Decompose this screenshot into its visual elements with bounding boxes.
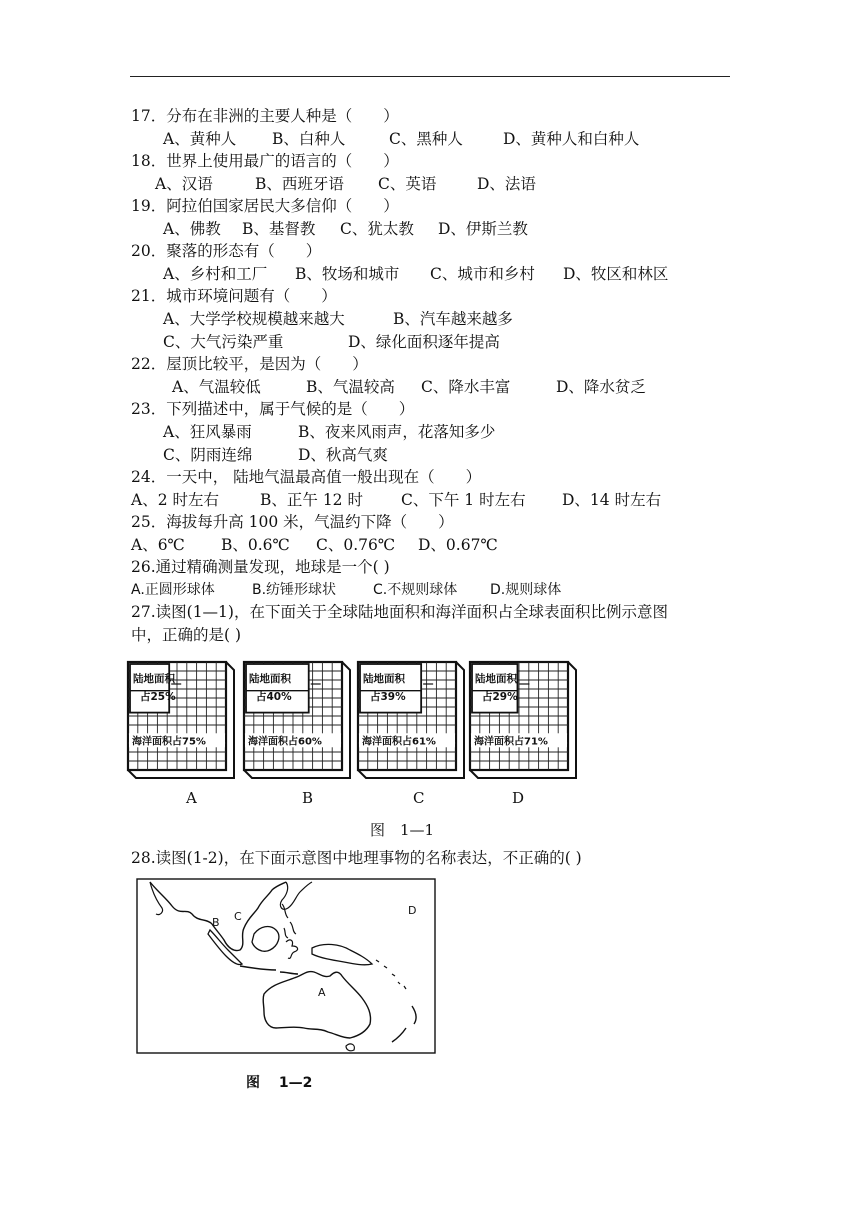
question-26-option-a: A.正圆形球体 bbox=[131, 582, 215, 598]
question-20-stem: 20．聚落的形态有（ ） bbox=[131, 242, 322, 260]
question-18-option-c: C、英语 bbox=[378, 175, 437, 193]
question-22-option-b: B、气温较高 bbox=[306, 378, 395, 396]
question-17-option-d: D、黄种人和白种人 bbox=[503, 130, 640, 148]
question-21-option-d: D、绿化面积逐年提高 bbox=[348, 333, 500, 351]
figure-1-1-letter-b: B bbox=[302, 789, 314, 807]
question-18-option-a: A、汉语 bbox=[155, 175, 213, 193]
question-26-stem: 26.通过精确测量发现，地球是一个( ) bbox=[131, 558, 390, 576]
figure-1-1-diagram bbox=[0, 650, 860, 830]
question-20-option-c: C、城市和乡村 bbox=[430, 265, 535, 283]
question-26-option-c: C.不规则球体 bbox=[373, 582, 458, 598]
question-25-stem: 25．海拔每升高 100 米，气温约下降（ ） bbox=[131, 513, 454, 531]
figure-1-1-panel-a bbox=[128, 662, 234, 778]
question-21-stem: 21．城市环境问题有（ ） bbox=[131, 287, 337, 305]
figure-1-1-panel-d bbox=[470, 662, 576, 778]
ocean-label: 海洋面积占61% bbox=[362, 736, 436, 748]
question-23-option-b: B、夜来风雨声，花落知多少 bbox=[298, 423, 496, 441]
land-percent-label: 占25% bbox=[140, 691, 176, 703]
figure-1-1-caption: 图 1—1 bbox=[370, 821, 435, 839]
question-22-stem: 22．屋顶比较平，是因为（ ） bbox=[131, 355, 368, 373]
question-25-option-c: C、0.76℃ bbox=[316, 536, 396, 554]
figure-1-2-map bbox=[136, 878, 436, 1054]
question-19-option-b: B、基督教 bbox=[242, 220, 316, 238]
map-label-d: D bbox=[408, 904, 417, 917]
figure-1-1-letter-d: D bbox=[512, 789, 525, 807]
figure-1-1-letter-a: A bbox=[186, 789, 197, 807]
question-22-option-a: A、气温较低 bbox=[172, 378, 261, 396]
question-21-option-b: B、汽车越来越多 bbox=[393, 310, 513, 328]
map-label-a: A bbox=[318, 986, 326, 999]
header-rule bbox=[130, 76, 730, 77]
question-17-option-a: A、黄种人 bbox=[163, 130, 237, 148]
question-26-option-d: D.规则球体 bbox=[490, 582, 562, 598]
question-25-option-b: B、0.6℃ bbox=[221, 536, 290, 554]
question-24-option-c: C、下午 1 时左右 bbox=[401, 491, 526, 509]
question-22-option-c: C、降水丰富 bbox=[421, 378, 511, 396]
question-23-option-c: C、阴雨连绵 bbox=[163, 446, 253, 464]
land-area-block bbox=[246, 664, 309, 713]
land-area-block bbox=[472, 664, 517, 713]
land-label: 陆地面积 bbox=[249, 673, 291, 685]
land-label: 陆地面积 bbox=[133, 673, 175, 685]
land-label: 陆地面积 bbox=[363, 673, 405, 685]
question-23-option-d: D、秋高气爽 bbox=[298, 446, 388, 464]
question-18-stem: 18．世界上使用最广的语言的（ ） bbox=[131, 152, 399, 170]
figure-1-1-panel-b bbox=[244, 662, 350, 778]
land-area-block bbox=[130, 664, 169, 713]
map-label-b: B bbox=[212, 916, 220, 929]
question-21-option-c: C、大气污染严重 bbox=[163, 333, 284, 351]
question-23-option-a: A、狂风暴雨 bbox=[163, 423, 252, 441]
question-19-option-a: A、佛教 bbox=[163, 220, 221, 238]
question-24-option-b: B、正午 12 时 bbox=[260, 491, 363, 509]
question-18-option-d: D、法语 bbox=[477, 175, 536, 193]
question-20-option-b: B、牧场和城市 bbox=[295, 265, 400, 283]
question-17-option-b: B、白种人 bbox=[272, 130, 346, 148]
question-17-option-c: C、黑种人 bbox=[389, 130, 463, 148]
land-label: 陆地面积 bbox=[475, 673, 517, 685]
land-area-block bbox=[360, 664, 421, 713]
figure-1-1-letter-c: C bbox=[413, 789, 425, 807]
land-percent-label: 占40% bbox=[256, 691, 292, 703]
question-18-option-b: B、西班牙语 bbox=[255, 175, 344, 193]
question-20-option-d: D、牧区和林区 bbox=[563, 265, 669, 283]
question-27-stem-line-1: 27.读图(1—1)，在下面关于全球陆地面积和海洋面积占全球表面积比例示意图 bbox=[131, 603, 668, 621]
question-27-stem-line-2: 中，正确的是( ) bbox=[131, 626, 242, 644]
figure-1-1-panel-c bbox=[358, 662, 464, 778]
question-19-stem: 19．阿拉伯国家居民大多信仰（ ） bbox=[131, 197, 399, 215]
land-percent-label: 占39% bbox=[370, 691, 406, 703]
question-24-option-a: A、2 时左右 bbox=[131, 491, 219, 509]
land-percent-label: 占29% bbox=[482, 691, 518, 703]
map-label-c: C bbox=[234, 910, 242, 923]
question-17-stem: 17．分布在非洲的主要人种是（ ） bbox=[131, 107, 399, 125]
figure-1-2-caption: 图 1—2 bbox=[246, 1075, 313, 1091]
question-25-option-d: D、0.67℃ bbox=[418, 536, 498, 554]
ocean-label: 海洋面积占71% bbox=[474, 736, 548, 748]
question-23-stem: 23．下列描述中，属于气候的是（ ） bbox=[131, 400, 415, 418]
question-24-stem: 24．一天中， 陆地气温最高值一般出现在（ ） bbox=[131, 468, 482, 486]
question-21-option-a: A、大学学校规模越来越大 bbox=[163, 310, 345, 328]
question-22-option-d: D、降水贫乏 bbox=[556, 378, 646, 396]
question-24-option-d: D、14 时左右 bbox=[562, 491, 662, 509]
question-19-option-d: D、伊斯兰教 bbox=[438, 220, 528, 238]
question-25-option-a: A、6℃ bbox=[131, 536, 185, 554]
question-20-option-a: A、乡村和工厂 bbox=[163, 265, 268, 283]
question-19-option-c: C、犹太教 bbox=[340, 220, 414, 238]
question-28-stem: 28.读图(1-2)，在下面示意图中地理事物的名称表达，不正确的( ) bbox=[131, 849, 582, 867]
question-26-option-b: B.纺锤形球状 bbox=[252, 582, 337, 598]
ocean-label: 海洋面积占60% bbox=[248, 736, 322, 748]
ocean-label: 海洋面积占75% bbox=[132, 736, 206, 748]
